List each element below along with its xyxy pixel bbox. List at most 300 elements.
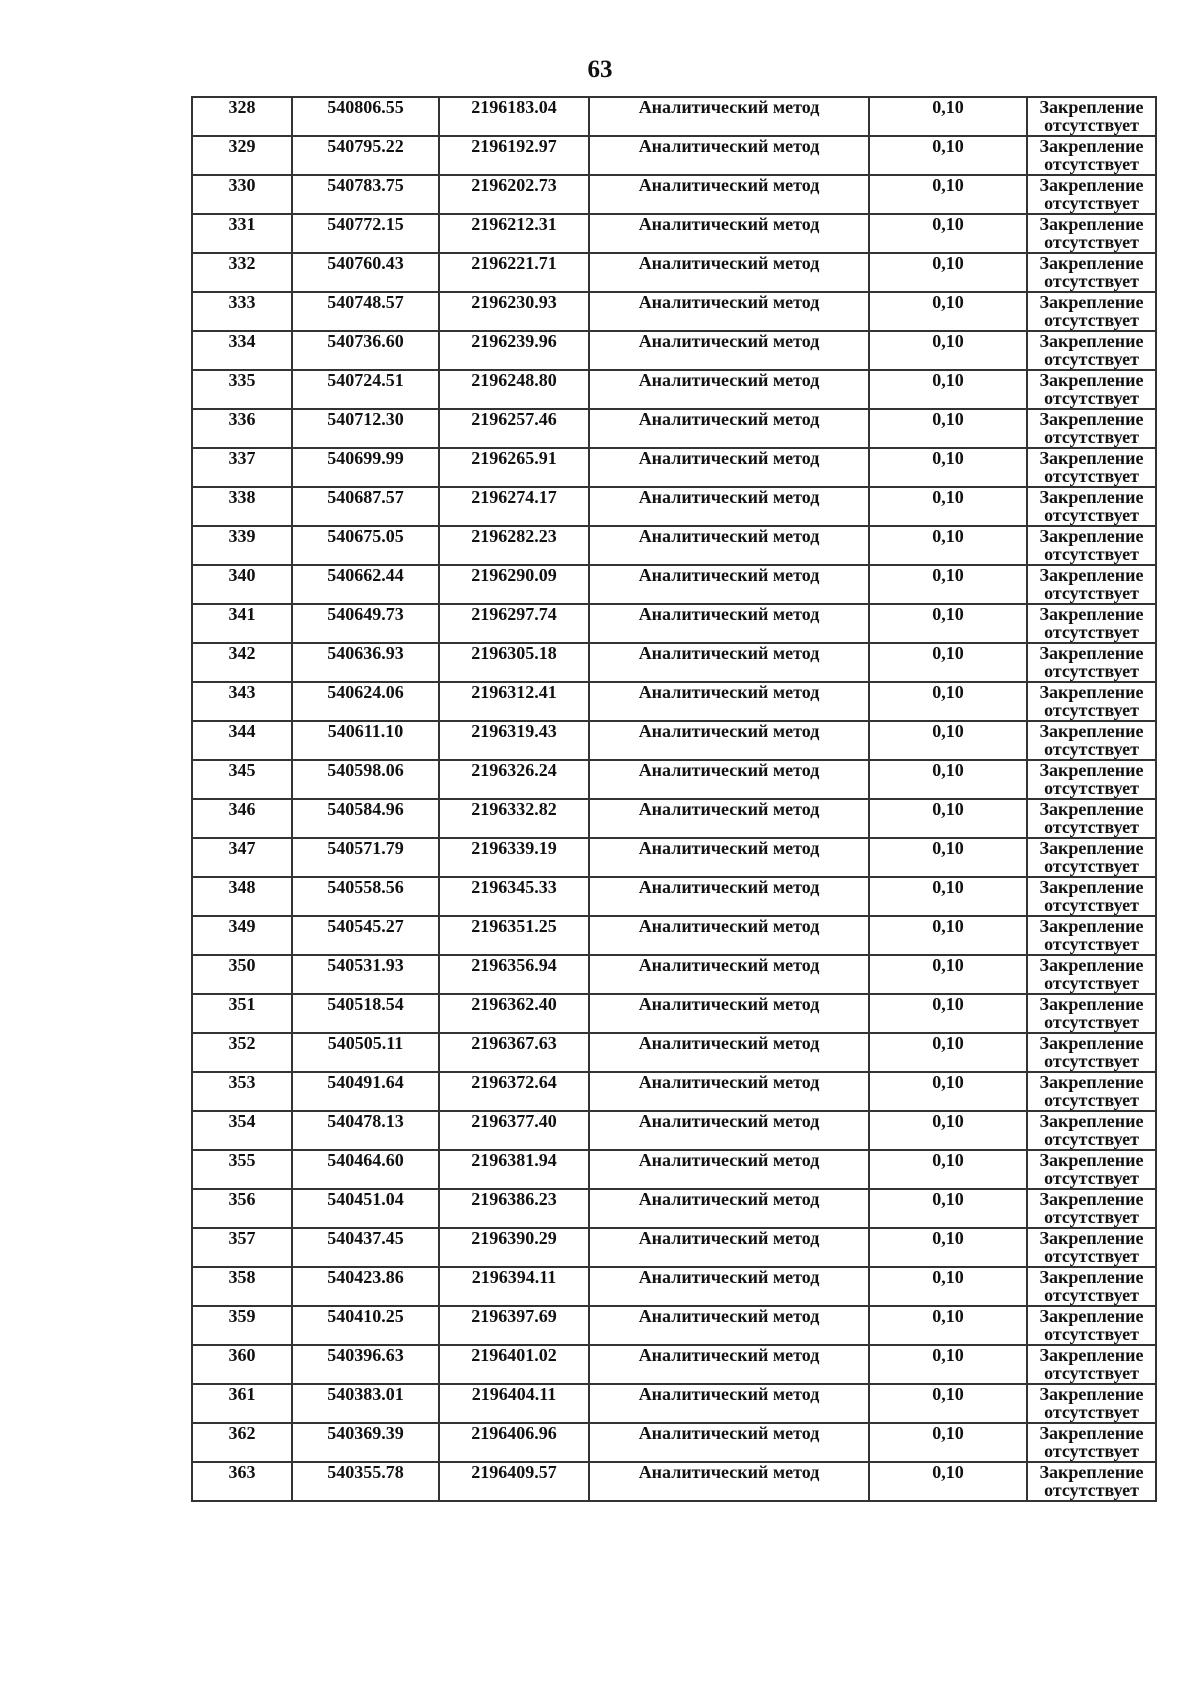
point-number-cell: 343 [192,682,292,721]
x-coordinate-cell: 540649.73 [292,604,439,643]
point-number-cell: 361 [192,1384,292,1423]
method-cell: Аналитический метод [589,1228,869,1267]
table-row [192,1150,1156,1189]
method-cell: Аналитический метод [589,1423,869,1462]
method-cell: Аналитический метод [589,487,869,526]
point-number-cell: 359 [192,1306,292,1345]
fixation-label: Закрепление [1039,838,1144,858]
fixation-cell [1027,136,1156,175]
x-coordinate-cell: 540410.25 [292,1306,439,1345]
y-coordinate-cell: 2196404.11 [439,1384,589,1423]
table-row [192,136,1156,175]
fixation-status: отсутствует [1044,778,1139,798]
x-coordinate-cell: 540611.10 [292,721,439,760]
point-number-cell: 333 [192,292,292,331]
page-number: 63 [587,56,613,83]
method-cell: Аналитический метод [589,1384,869,1423]
y-coordinate-cell: 2196297.74 [439,604,589,643]
fixation-cell [1027,370,1156,409]
x-coordinate-cell: 540598.06 [292,760,439,799]
x-coordinate-cell: 540396.63 [292,1345,439,1384]
fixation-cell [1027,799,1156,838]
table-row [192,487,1156,526]
fixation-cell [1027,487,1156,526]
x-coordinate-cell: 540748.57 [292,292,439,331]
accuracy-cell: 0,10 [869,994,1027,1033]
x-coordinate-cell: 540571.79 [292,838,439,877]
y-coordinate-cell: 2196381.94 [439,1150,589,1189]
accuracy-cell: 0,10 [869,721,1027,760]
fixation-label: Закрепление [1039,1423,1144,1443]
fixation-label: Закрепление [1039,292,1144,312]
point-number-cell: 347 [192,838,292,877]
fixation-cell [1027,1111,1156,1150]
method-cell: Аналитический метод [589,994,869,1033]
fixation-cell [1027,1345,1156,1384]
method-cell: Аналитический метод [589,1345,869,1384]
method-cell: Аналитический метод [589,448,869,487]
point-number-cell: 344 [192,721,292,760]
y-coordinate-cell: 2196183.04 [439,97,589,136]
fixation-label: Закрепление [1039,97,1144,117]
method-cell: Аналитический метод [589,1189,869,1228]
fixation-status: отсутствует [1044,622,1139,642]
y-coordinate-cell: 2196362.40 [439,994,589,1033]
y-coordinate-cell: 2196377.40 [439,1111,589,1150]
fixation-label: Закрепление [1039,1189,1144,1209]
accuracy-cell: 0,10 [869,799,1027,838]
fixation-label: Закрепление [1039,175,1144,195]
y-coordinate-cell: 2196409.57 [439,1462,589,1501]
x-coordinate-cell: 540518.54 [292,994,439,1033]
fixation-cell [1027,1462,1156,1501]
point-number-cell: 330 [192,175,292,214]
fixation-label: Закрепление [1039,1345,1144,1365]
accuracy-cell: 0,10 [869,370,1027,409]
table-row [192,604,1156,643]
point-number-cell: 337 [192,448,292,487]
y-coordinate-cell: 2196274.17 [439,487,589,526]
fixation-cell [1027,1423,1156,1462]
y-coordinate-cell: 2196257.46 [439,409,589,448]
accuracy-cell: 0,10 [869,136,1027,175]
point-number-cell: 351 [192,994,292,1033]
method-cell: Аналитический метод [589,136,869,175]
x-coordinate-cell: 540624.06 [292,682,439,721]
method-cell: Аналитический метод [589,214,869,253]
fixation-label: Закрепление [1039,760,1144,780]
coordinates-table [191,96,1157,1502]
fixation-label: Закрепление [1039,1072,1144,1092]
fixation-cell [1027,526,1156,565]
x-coordinate-cell: 540531.93 [292,955,439,994]
x-coordinate-cell: 540699.99 [292,448,439,487]
fixation-cell [1027,1150,1156,1189]
method-cell: Аналитический метод [589,877,869,916]
y-coordinate-cell: 2196406.96 [439,1423,589,1462]
y-coordinate-cell: 2196339.19 [439,838,589,877]
y-coordinate-cell: 2196351.25 [439,916,589,955]
x-coordinate-cell: 540478.13 [292,1111,439,1150]
point-number-cell: 362 [192,1423,292,1462]
method-cell: Аналитический метод [589,1150,869,1189]
accuracy-cell: 0,10 [869,1462,1027,1501]
fixation-label: Закрепление [1039,487,1144,507]
table-row [192,799,1156,838]
point-number-cell: 338 [192,487,292,526]
fixation-label: Закрепление [1039,214,1144,234]
x-coordinate-cell: 540437.45 [292,1228,439,1267]
y-coordinate-cell: 2196394.11 [439,1267,589,1306]
accuracy-cell: 0,10 [869,1072,1027,1111]
table-row [192,526,1156,565]
fixation-label: Закрепление [1039,526,1144,546]
fixation-cell [1027,175,1156,214]
fixation-status: отсутствует [1044,349,1139,369]
fixation-cell [1027,253,1156,292]
x-coordinate-cell: 540724.51 [292,370,439,409]
x-coordinate-cell: 540369.39 [292,1423,439,1462]
fixation-status: отсутствует [1044,856,1139,876]
table-row [192,1345,1156,1384]
fixation-label: Закрепление [1039,136,1144,156]
fixation-status: отсутствует [1044,661,1139,681]
fixation-status: отсутствует [1044,193,1139,213]
method-cell: Аналитический метод [589,1033,869,1072]
y-coordinate-cell: 2196265.91 [439,448,589,487]
fixation-label: Закрепление [1039,1384,1144,1404]
table-row [192,409,1156,448]
table-row [192,292,1156,331]
x-coordinate-cell: 540636.93 [292,643,439,682]
fixation-status: отсутствует [1044,271,1139,291]
x-coordinate-cell: 540675.05 [292,526,439,565]
fixation-cell [1027,994,1156,1033]
y-coordinate-cell: 2196372.64 [439,1072,589,1111]
method-cell: Аналитический метод [589,721,869,760]
fixation-status: отсутствует [1044,739,1139,759]
method-cell: Аналитический метод [589,916,869,955]
fixation-cell [1027,721,1156,760]
point-number-cell: 340 [192,565,292,604]
point-number-cell: 332 [192,253,292,292]
table-row [192,565,1156,604]
fixation-status: отсутствует [1044,817,1139,837]
table-row [192,1306,1156,1345]
accuracy-cell: 0,10 [869,760,1027,799]
fixation-cell [1027,1189,1156,1228]
y-coordinate-cell: 2196401.02 [439,1345,589,1384]
fixation-label: Закрепление [1039,799,1144,819]
table-row [192,175,1156,214]
fixation-label: Закрепление [1039,1033,1144,1053]
method-cell: Аналитический метод [589,838,869,877]
y-coordinate-cell: 2196332.82 [439,799,589,838]
fixation-label: Закрепление [1039,955,1144,975]
y-coordinate-cell: 2196192.97 [439,136,589,175]
point-number-cell: 336 [192,409,292,448]
point-number-cell: 363 [192,1462,292,1501]
table-row [192,877,1156,916]
x-coordinate-cell: 540491.64 [292,1072,439,1111]
accuracy-cell: 0,10 [869,604,1027,643]
y-coordinate-cell: 2196356.94 [439,955,589,994]
fixation-status: отсутствует [1044,1168,1139,1188]
fixation-cell [1027,214,1156,253]
fixation-status: отсутствует [1044,1441,1139,1461]
y-coordinate-cell: 2196390.29 [439,1228,589,1267]
fixation-cell [1027,97,1156,136]
x-coordinate-cell: 540545.27 [292,916,439,955]
fixation-status: отсутствует [1044,232,1139,252]
y-coordinate-cell: 2196386.23 [439,1189,589,1228]
fixation-label: Закрепление [1039,721,1144,741]
method-cell: Аналитический метод [589,409,869,448]
fixation-cell [1027,1267,1156,1306]
fixation-status: отсутствует [1044,895,1139,915]
table-row [192,643,1156,682]
accuracy-cell: 0,10 [869,1189,1027,1228]
fixation-status: отсутствует [1044,1285,1139,1305]
y-coordinate-cell: 2196319.43 [439,721,589,760]
fixation-cell [1027,565,1156,604]
fixation-status: отсутствует [1044,505,1139,525]
point-number-cell: 329 [192,136,292,175]
fixation-label: Закрепление [1039,565,1144,585]
accuracy-cell: 0,10 [869,682,1027,721]
point-number-cell: 345 [192,760,292,799]
accuracy-cell: 0,10 [869,214,1027,253]
method-cell: Аналитический метод [589,643,869,682]
fixation-label: Закрепление [1039,331,1144,351]
x-coordinate-cell: 540558.56 [292,877,439,916]
x-coordinate-cell: 540505.11 [292,1033,439,1072]
fixation-status: отсутствует [1044,1363,1139,1383]
fixation-cell [1027,1228,1156,1267]
x-coordinate-cell: 540383.01 [292,1384,439,1423]
method-cell: Аналитический метод [589,799,869,838]
fixation-status: отсутствует [1044,934,1139,954]
table-row [192,1267,1156,1306]
y-coordinate-cell: 2196230.93 [439,292,589,331]
point-number-cell: 350 [192,955,292,994]
fixation-label: Закрепление [1039,877,1144,897]
x-coordinate-cell: 540687.57 [292,487,439,526]
method-cell: Аналитический метод [589,565,869,604]
accuracy-cell: 0,10 [869,487,1027,526]
fixation-status: отсутствует [1044,1129,1139,1149]
accuracy-cell: 0,10 [869,1228,1027,1267]
y-coordinate-cell: 2196282.23 [439,526,589,565]
method-cell: Аналитический метод [589,760,869,799]
fixation-status: отсутствует [1044,115,1139,135]
x-coordinate-cell: 540795.22 [292,136,439,175]
fixation-label: Закрепление [1039,1267,1144,1287]
table-row [192,1111,1156,1150]
y-coordinate-cell: 2196212.31 [439,214,589,253]
fixation-status: отсутствует [1044,583,1139,603]
fixation-cell [1027,838,1156,877]
fixation-label: Закрепление [1039,994,1144,1014]
fixation-status: отсутствует [1044,388,1139,408]
point-number-cell: 360 [192,1345,292,1384]
table-body [192,97,1156,1501]
x-coordinate-cell: 540760.43 [292,253,439,292]
fixation-label: Закрепление [1039,448,1144,468]
accuracy-cell: 0,10 [869,877,1027,916]
fixation-status: отсутствует [1044,1246,1139,1266]
point-number-cell: 353 [192,1072,292,1111]
x-coordinate-cell: 540736.60 [292,331,439,370]
accuracy-cell: 0,10 [869,916,1027,955]
point-number-cell: 331 [192,214,292,253]
fixation-label: Закрепление [1039,604,1144,624]
point-number-cell: 335 [192,370,292,409]
fixation-cell [1027,604,1156,643]
accuracy-cell: 0,10 [869,1423,1027,1462]
table-row [192,994,1156,1033]
table-row [192,448,1156,487]
fixation-cell [1027,877,1156,916]
table-row [192,721,1156,760]
y-coordinate-cell: 2196397.69 [439,1306,589,1345]
point-number-cell: 346 [192,799,292,838]
fixation-status: отсутствует [1044,310,1139,330]
accuracy-cell: 0,10 [869,1384,1027,1423]
y-coordinate-cell: 2196290.09 [439,565,589,604]
fixation-cell [1027,955,1156,994]
method-cell: Аналитический метод [589,1462,869,1501]
method-cell: Аналитический метод [589,1306,869,1345]
method-cell: Аналитический метод [589,1111,869,1150]
table-row [192,97,1156,136]
x-coordinate-cell: 540464.60 [292,1150,439,1189]
fixation-status: отсутствует [1044,1324,1139,1344]
y-coordinate-cell: 2196326.24 [439,760,589,799]
fixation-cell [1027,292,1156,331]
fixation-cell [1027,643,1156,682]
fixation-label: Закрепление [1039,916,1144,936]
table-row [192,253,1156,292]
y-coordinate-cell: 2196345.33 [439,877,589,916]
y-coordinate-cell: 2196312.41 [439,682,589,721]
point-number-cell: 354 [192,1111,292,1150]
table-row [192,331,1156,370]
fixation-status: отсутствует [1044,700,1139,720]
fixation-status: отсутствует [1044,1012,1139,1032]
x-coordinate-cell: 540423.86 [292,1267,439,1306]
accuracy-cell: 0,10 [869,565,1027,604]
point-number-cell: 352 [192,1033,292,1072]
fixation-label: Закрепление [1039,1462,1144,1482]
accuracy-cell: 0,10 [869,331,1027,370]
fixation-label: Закрепление [1039,1111,1144,1131]
x-coordinate-cell: 540355.78 [292,1462,439,1501]
method-cell: Аналитический метод [589,370,869,409]
x-coordinate-cell: 540662.44 [292,565,439,604]
accuracy-cell: 0,10 [869,1150,1027,1189]
x-coordinate-cell: 540584.96 [292,799,439,838]
method-cell: Аналитический метод [589,955,869,994]
table-row [192,1072,1156,1111]
point-number-cell: 348 [192,877,292,916]
point-number-cell: 355 [192,1150,292,1189]
method-cell: Аналитический метод [589,526,869,565]
fixation-status: отсутствует [1044,1402,1139,1422]
y-coordinate-cell: 2196221.71 [439,253,589,292]
fixation-status: отсутствует [1044,973,1139,993]
accuracy-cell: 0,10 [869,1267,1027,1306]
fixation-status: отсутствует [1044,1480,1139,1500]
fixation-status: отсутствует [1044,154,1139,174]
table-row [192,1384,1156,1423]
table-row [192,838,1156,877]
method-cell: Аналитический метод [589,253,869,292]
fixation-cell [1027,331,1156,370]
fixation-label: Закрепление [1039,370,1144,390]
accuracy-cell: 0,10 [869,1111,1027,1150]
accuracy-cell: 0,10 [869,955,1027,994]
point-number-cell: 357 [192,1228,292,1267]
fixation-label: Закрепление [1039,1150,1144,1170]
fixation-label: Закрепление [1039,682,1144,702]
x-coordinate-cell: 540712.30 [292,409,439,448]
y-coordinate-cell: 2196202.73 [439,175,589,214]
accuracy-cell: 0,10 [869,643,1027,682]
method-cell: Аналитический метод [589,1267,869,1306]
method-cell: Аналитический метод [589,97,869,136]
fixation-label: Закрепление [1039,1306,1144,1326]
table-row [192,1033,1156,1072]
table-row [192,1423,1156,1462]
table-row [192,214,1156,253]
method-cell: Аналитический метод [589,604,869,643]
fixation-label: Закрепление [1039,253,1144,273]
fixation-label: Закрепление [1039,643,1144,663]
accuracy-cell: 0,10 [869,526,1027,565]
accuracy-cell: 0,10 [869,253,1027,292]
fixation-cell [1027,682,1156,721]
table-row [192,1228,1156,1267]
point-number-cell: 358 [192,1267,292,1306]
y-coordinate-cell: 2196239.96 [439,331,589,370]
x-coordinate-cell: 540806.55 [292,97,439,136]
method-cell: Аналитический метод [589,175,869,214]
method-cell: Аналитический метод [589,331,869,370]
y-coordinate-cell: 2196305.18 [439,643,589,682]
fixation-cell [1027,1033,1156,1072]
table-row [192,1189,1156,1228]
y-coordinate-cell: 2196248.80 [439,370,589,409]
point-number-cell: 328 [192,97,292,136]
accuracy-cell: 0,10 [869,292,1027,331]
accuracy-cell: 0,10 [869,1345,1027,1384]
table-row [192,955,1156,994]
x-coordinate-cell: 540451.04 [292,1189,439,1228]
x-coordinate-cell: 540783.75 [292,175,439,214]
point-number-cell: 341 [192,604,292,643]
accuracy-cell: 0,10 [869,838,1027,877]
fixation-status: отсутствует [1044,1051,1139,1071]
fixation-cell [1027,1384,1156,1423]
fixation-cell [1027,1306,1156,1345]
table-row [192,1462,1156,1501]
fixation-cell [1027,448,1156,487]
table-row [192,916,1156,955]
method-cell: Аналитический метод [589,1072,869,1111]
point-number-cell: 349 [192,916,292,955]
point-number-cell: 342 [192,643,292,682]
